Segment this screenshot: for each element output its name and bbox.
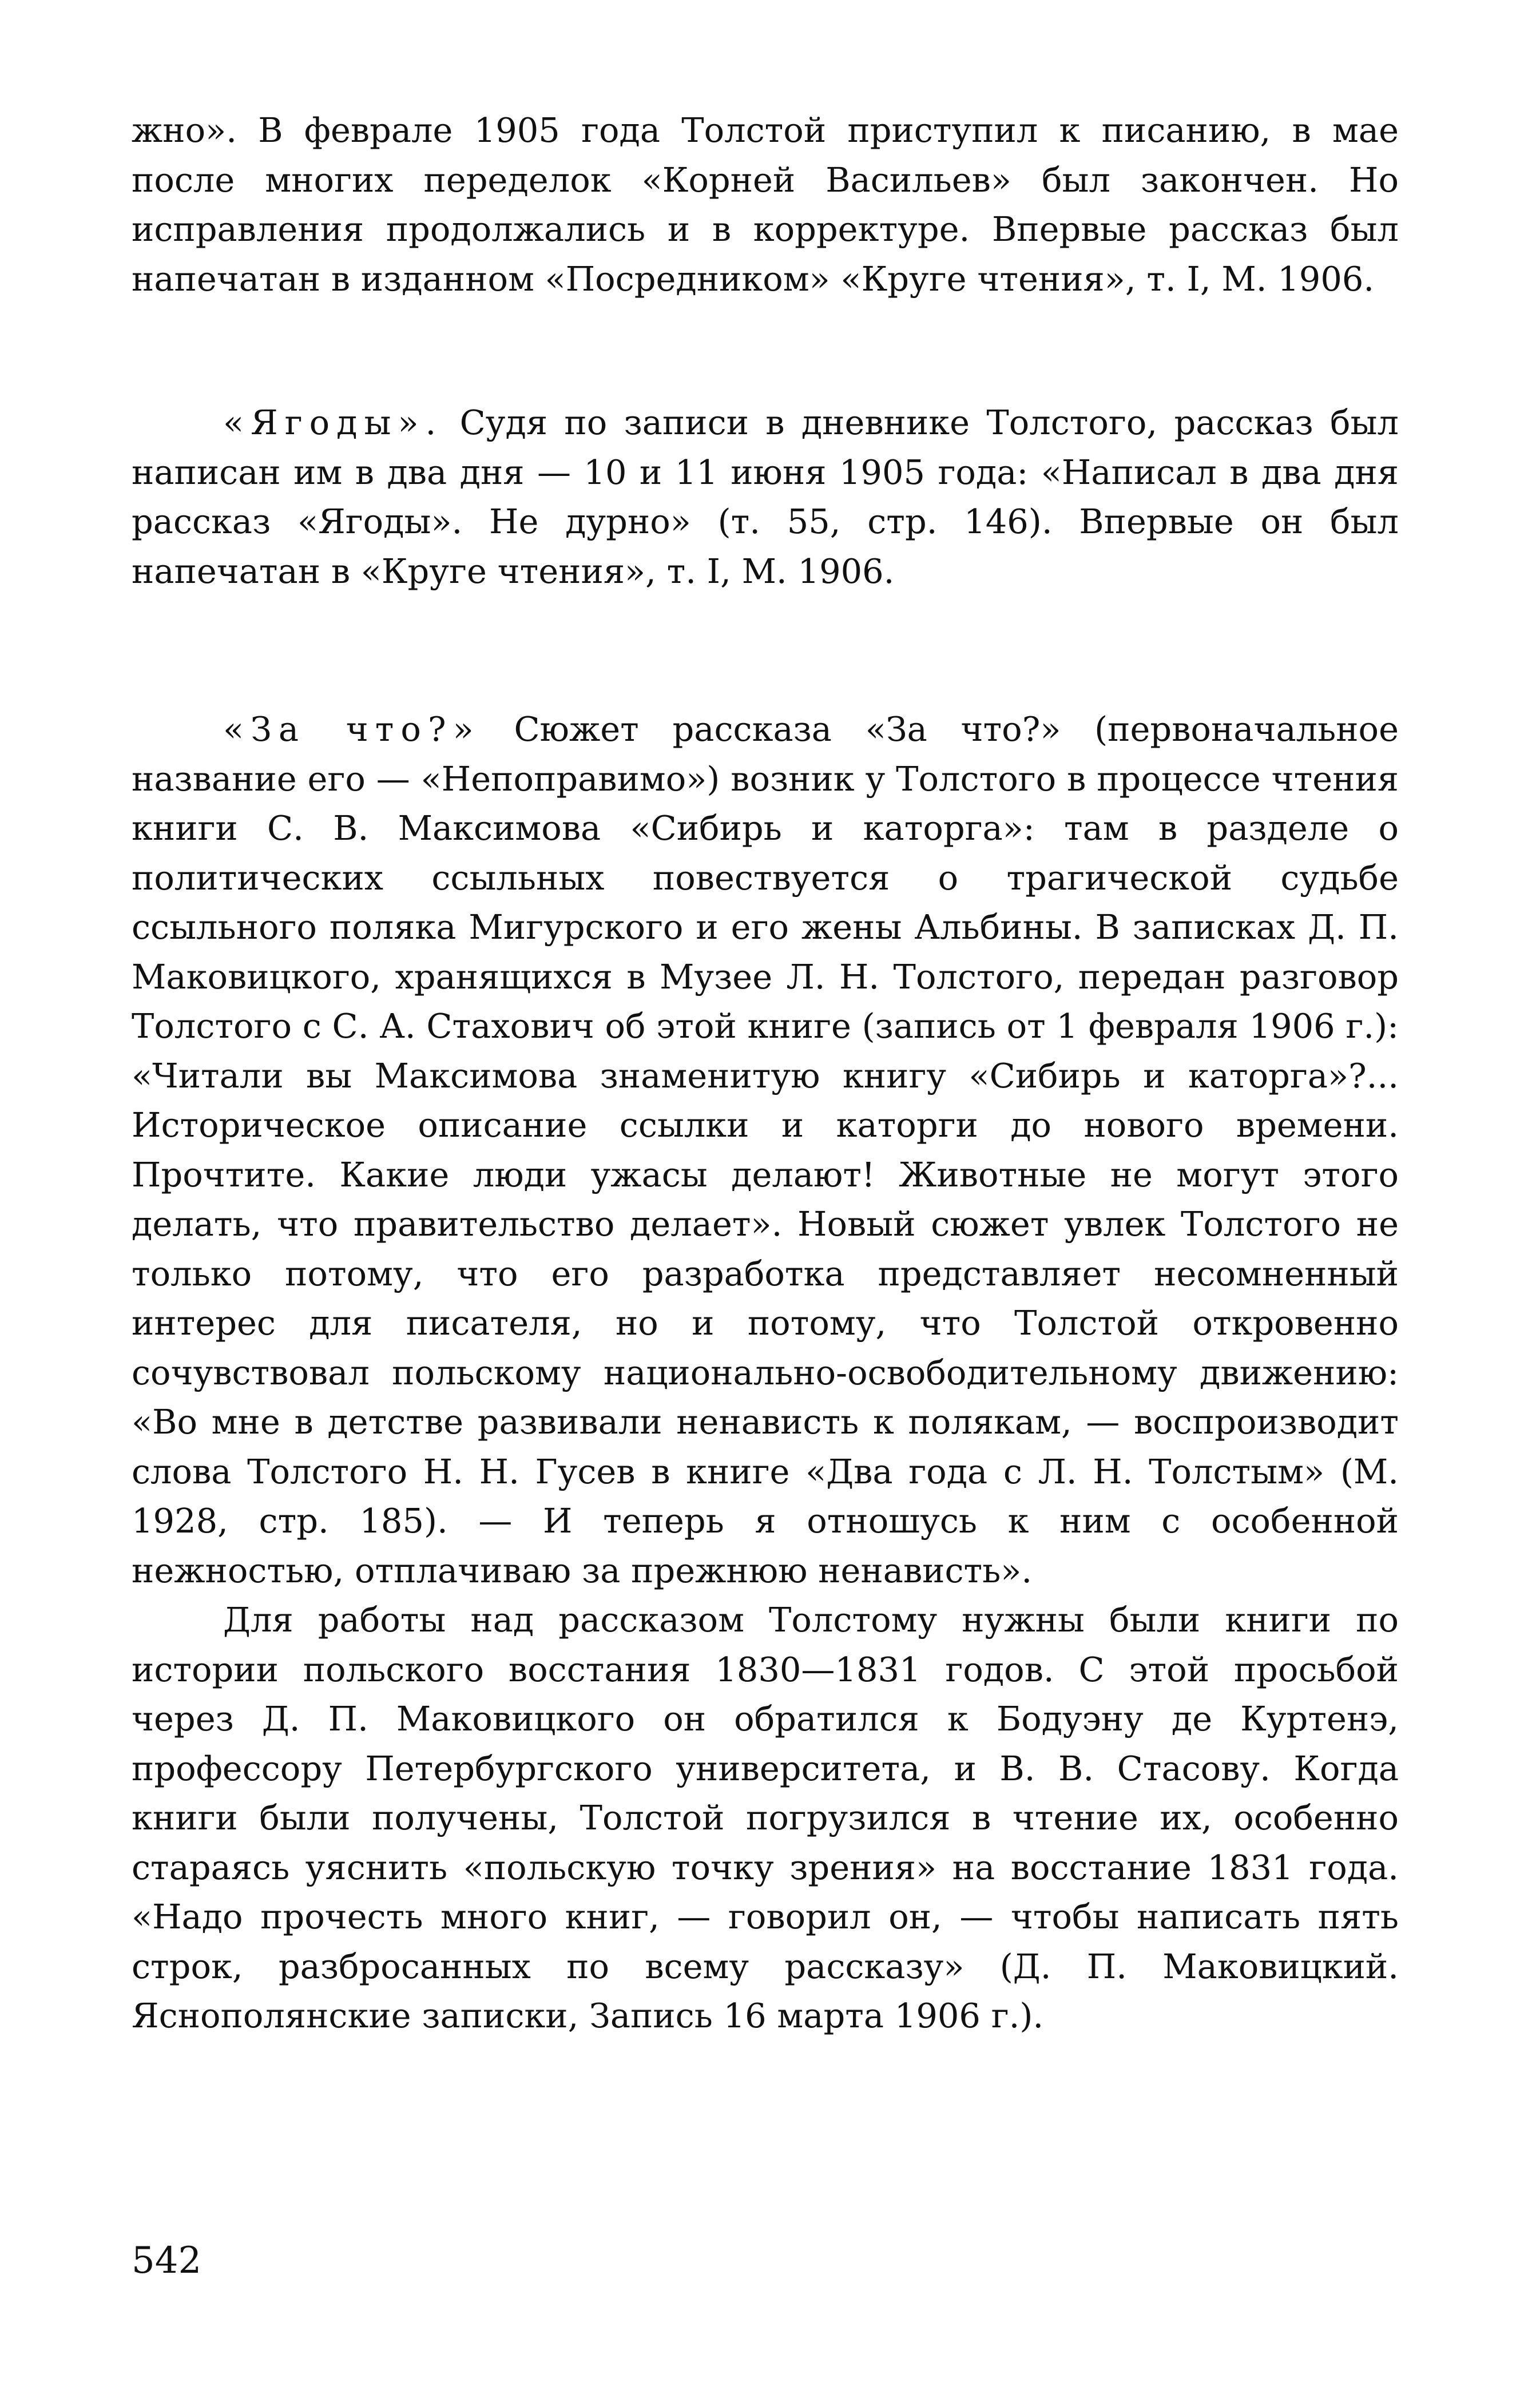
paragraph-yagody [132,398,1399,596]
paragraph-za-chto-body: Сюжет рассказа «За что?» (первоначальное название его — «Непоправимо») возник у Толстого в процессе чтения книги С. В. Максимова «Сибирь и каторга»: там в разделе о политических ссыльных повествуется о трагической судьбе ссыльного поляка Мигурского и его жены Альбины. В записках Д. П. Маковицкого, хранящихся в Музее Л. Н. Толстого, передан разговор Толстого с С. А. Стахович об этой книге (запись от 1 февраля 1906 г.): «Читали вы Максимова знаменитую книгу «Сибирь и каторга»?... Историческое описание ссылки и каторги до нового времени. Прочтите. Какие люди ужасы делают! Животные не могут этого делать, что правительство делает». Новый сюжет увлек Толстого не только потому, что его разработка представляет несомненный интерес для писателя, но и потому, что Толстой откровенно сочувствовал польскому национально-освободительному движению: «Во мне в детстве развивали ненависть к полякам, — воспроизводит слова Толстого Н. Н. Гусев в книге «Два года с Л. Н. Толстым» (М. 1928, стр. 185). — И теперь я отношусь к ним с особенной нежностью, отплачиваю за прежнюю ненависть». [132,709,1399,1590]
main-text [132,106,1399,2041]
paragraph-yagody-body: Судя по записи в дневнике Толстого, рассказ был написан им в два дня — 10 и 11 июня 1905 года: «Написал в два дня рассказ «Ягоды». Не дурно» (т. 55, стр. 146). Впервые он был напечатан в «Круге чтения», т. I, М. 1906. [132,403,1399,591]
story-title-yagody: «Ягоды». [223,403,443,442]
paragraph-polish-uprising: Для работы над рассказом Толстому нужны были книги по истории польского восстания 1830—1831 годов. С этой просьбой через Д. П. Маковицкого он обратился к Бодуэну де Куртенэ, профессору Петербургского университета, и В. В. Стасову. Когда книги были получены, Толстой погрузился в чтение их, особенно стараясь уяснить «польскую точку зрения» на восстание 1831 года. «Надо прочесть много книг, — говорил он, — чтобы написать пять строк, разбросанных по всему рассказу» (Д. П. Маковицкий. Яснополянские записки, Запись 16 марта 1906 г.). [132,1600,1399,2035]
paragraph-korney-vasiliev: жно». В феврале 1905 года Толстой приступил к писанию, в мае после многих переделок «Корней Васильев» был закончен. Но исправления продолжались и в корректуре. Впервые рассказ был напечатан в изданном «Посредником» «Круге чтения», т. I, М. 1906. [132,110,1399,299]
page-number: 542 [132,2240,202,2282]
paragraph-za-chto [132,705,1399,1595]
story-title-za-chto: «За что?» [223,709,481,749]
